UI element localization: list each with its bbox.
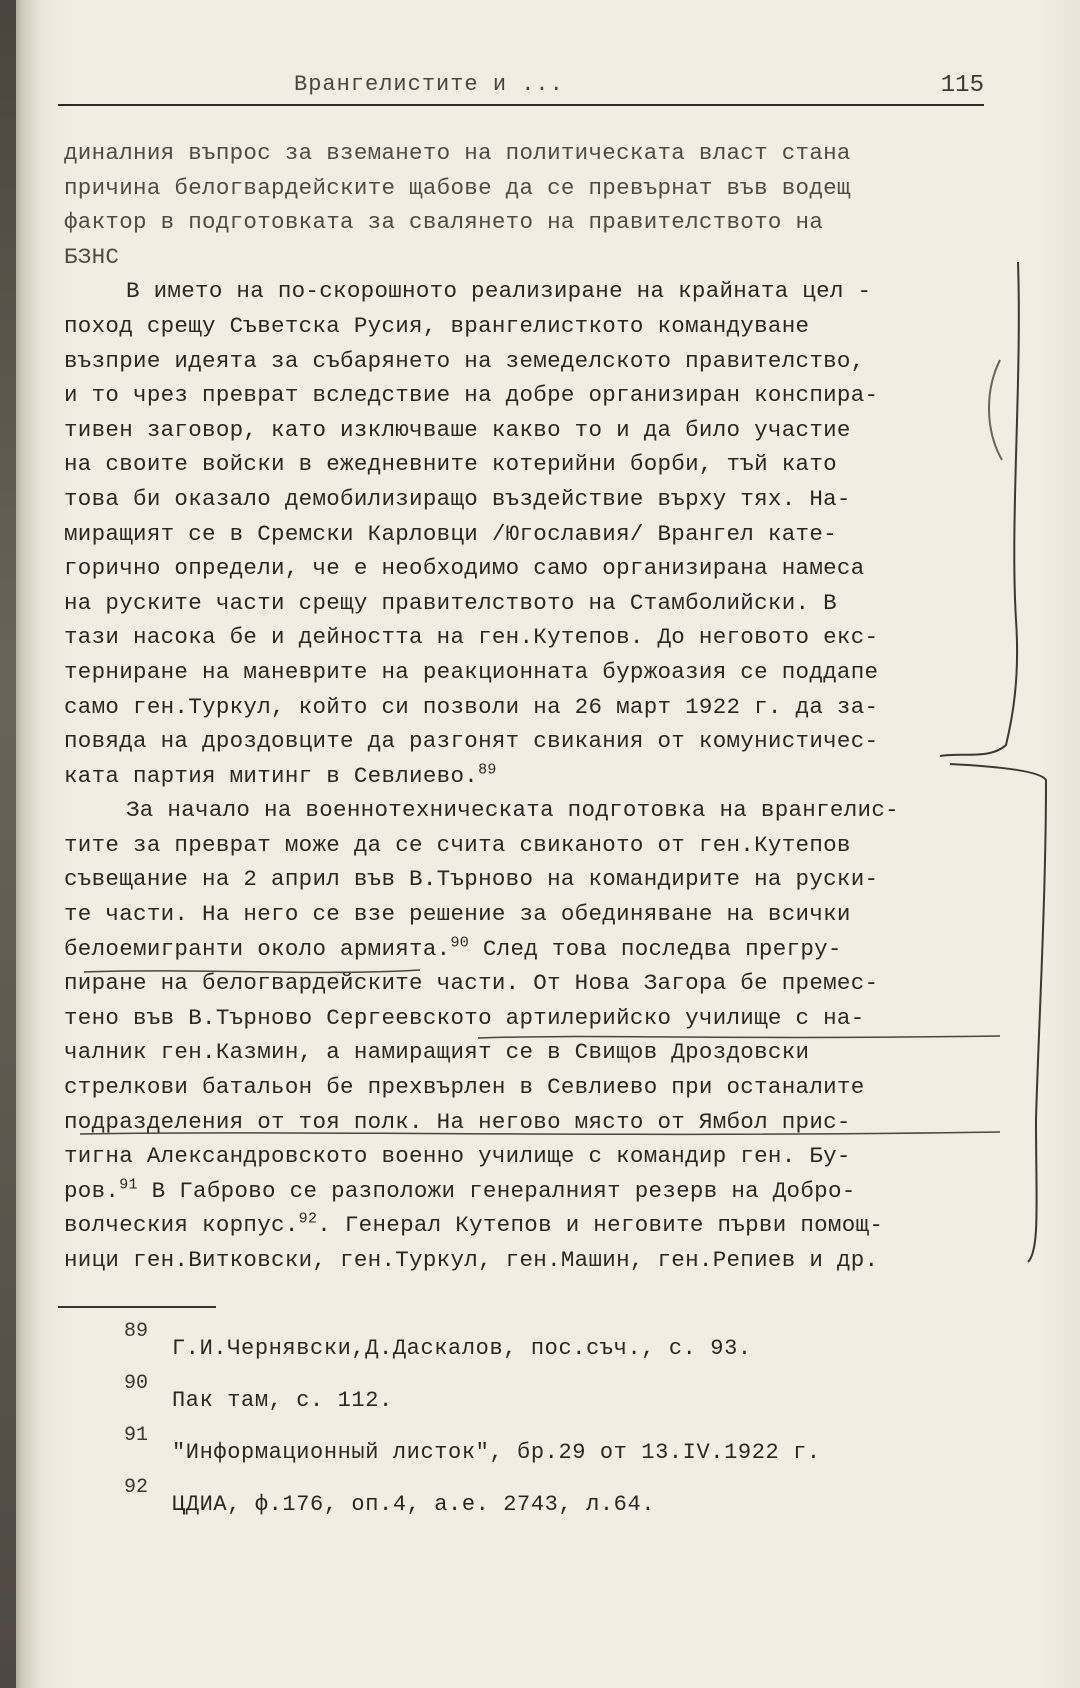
text-line: и то чрез преврат вследствие на добре организиран конспира-: [64, 382, 879, 409]
footnote-number: 91: [124, 1424, 149, 1447]
text-line: [64, 1208, 984, 1243]
footnote-item: [124, 1372, 1024, 1424]
text-line: ници ген.Витковски, ген.Туркул, ген.Машин, ген.Репиев и др.: [64, 1247, 879, 1273]
text-fragment: След това последва прегру-: [469, 935, 842, 962]
footnote-item: [124, 1424, 1024, 1476]
text-line: само ген.Туркул, който си позволи на 26 март 1922 г. да за-: [64, 693, 879, 720]
footnote-item: [124, 1476, 1024, 1528]
paragraph-start-line: За начало на военнотехническата подготовка на врангелис-: [126, 797, 899, 824]
text-line: пиране на белогвардейските части. От Нова Загора бе премес-: [64, 970, 879, 997]
text-line: горично определи, че е необходимо само организирана намеса: [64, 555, 865, 582]
book-binding-shadow: [0, 0, 16, 1688]
text-line: причина белогвардейските щабове да се превърнат във водещ: [64, 174, 851, 201]
text-line: подразделения от тоя полк. На негово място от Ямбол прис-: [64, 1108, 851, 1135]
footnote-separator: [58, 1306, 216, 1308]
text-line: терниране на маневрите на реакционната буржоазия се поддапе: [64, 658, 879, 685]
text-line: тигна Александровското военно училище с командир ген. Бу-: [64, 1143, 851, 1170]
footnote-text: Пак там, с. 112.: [172, 1388, 393, 1413]
text-line: на своите войски в ежедневните котерийни борби, тъй като: [64, 451, 837, 478]
text-line: фактор в подготовката за свалянето на правителството на: [64, 209, 824, 236]
footnote-ref-90: 90: [450, 934, 470, 952]
text-line: чалник ген.Казмин, а намиращият се в Свищов Дроздовски: [64, 1039, 810, 1066]
text-line: [64, 759, 984, 794]
running-title: Врангелистите и ...: [294, 72, 564, 97]
text-line: те части. На него се взе решение за обединяване на всички: [64, 901, 851, 928]
text-line: тивен заговор, като изключваше какво то и да било участие: [64, 416, 851, 443]
footnotes: [124, 1320, 1024, 1528]
page-number: 115: [940, 72, 984, 99]
footnote-text: Г.И.Чернявски,Д.Даскалов, пос.съч., с. 93.: [172, 1336, 752, 1361]
text-line: на руските части срещу правителството на Стамболийски. В: [64, 589, 837, 616]
text-line: [64, 932, 984, 967]
text-fragment: ката партия митинг в Севлиево.: [64, 762, 479, 789]
text-line: тено във В.Търново Сергеевското артилерийско училище с на-: [64, 1004, 865, 1031]
text-fragment: . Генерал Кутепов и неговите първи помощ-: [317, 1212, 884, 1239]
text-line: тази насока бе и дейността на ген.Кутепов. До неговото екс-: [64, 624, 879, 651]
footnote-text: "Информационный листок", бр.29 от 13.IV.1922 г.: [172, 1440, 821, 1465]
text-fragment: В Габрово се разположи генералният резерв на Добро-: [151, 1177, 856, 1204]
footnote-text: ЦДИА, ф.176, оп.4, а.е. 2743, л.64.: [172, 1492, 656, 1517]
body-text: [64, 136, 984, 1278]
footnote-item: [124, 1320, 1024, 1372]
footnote-number: 89: [124, 1320, 149, 1343]
text-line: възприе идеята за събарянето на земеделското правителство,: [64, 347, 865, 374]
text-line: миращият се в Сремски Карловци /Югославия/ Врангел кате-: [64, 520, 837, 547]
text-line: съвещание на 2 април във В.Търново на командирите на руски-: [64, 866, 879, 893]
text-line: БЗНС: [64, 243, 120, 270]
running-header: [58, 72, 984, 106]
footnote-ref-89: 89: [478, 761, 497, 779]
margin-pencil-bracket: [989, 360, 1002, 460]
text-line: това би оказало демобилизиращо въздействие върху тях. На-: [64, 485, 851, 512]
text-fragment: ров.: [64, 1177, 120, 1204]
footnote-ref-92: 92: [298, 1210, 318, 1228]
text-line: стрелкови батальон бе прехвърлен в Севлиево при останалите: [64, 1074, 865, 1101]
footnote-number: 90: [124, 1372, 149, 1395]
text-line: диналния въпрос за вземането на политическата власт стана: [64, 140, 851, 166]
text-line: повяда на дроздовците да разгонят свикания от комунистичес-: [64, 728, 879, 755]
footnote-number: 92: [124, 1476, 149, 1499]
text-fragment: белоемигранти около армията.: [64, 935, 451, 962]
text-line: [64, 1174, 984, 1209]
text-line: поход срещу Съветска Русия, врангелисткото командуване: [64, 312, 810, 339]
paragraph-start-line: В името на по-скорошното реализиране на крайната цел -: [126, 278, 872, 305]
text-fragment: волческия корпус.: [64, 1212, 299, 1239]
text-line: тите за преврат може да се счита свиканото от ген.Кутепов: [64, 831, 851, 858]
footnote-ref-91: 91: [119, 1176, 138, 1194]
